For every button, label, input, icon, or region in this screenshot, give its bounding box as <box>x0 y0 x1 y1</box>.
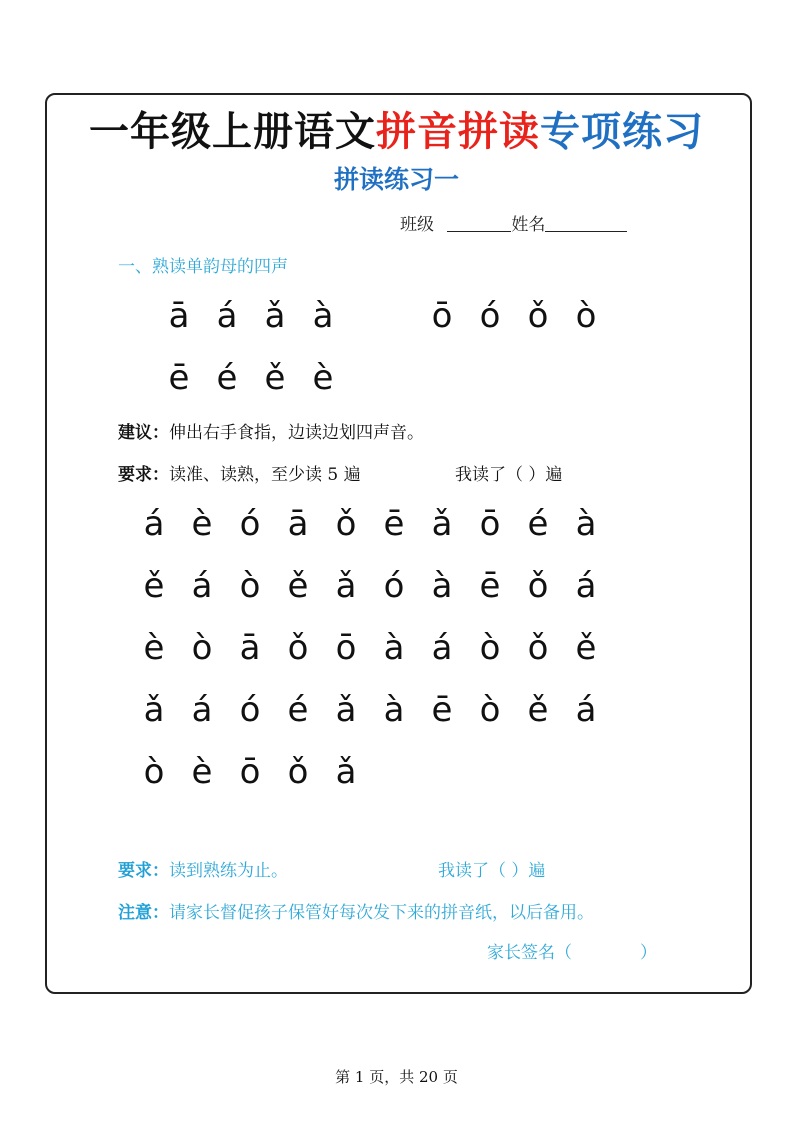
grid-syllable: ā <box>239 628 261 668</box>
grid-syllable: ò <box>143 752 165 792</box>
grid-syllable: ǎ <box>335 690 357 730</box>
practice-grid <box>130 504 630 814</box>
grid-syllable: ā <box>287 504 309 544</box>
tone-syllable: ē <box>168 358 190 398</box>
section-heading: 一、熟读单韵母的四声 <box>118 257 288 277</box>
requirement-label: 要求： <box>118 465 169 485</box>
page-title <box>0 100 793 157</box>
parent-signature[interactable]: 家长签名（ ） <box>487 943 657 963</box>
notice-label: 注意： <box>118 903 169 923</box>
tone-syllable: à <box>312 296 334 336</box>
grid-syllable: ò <box>239 566 261 606</box>
suggestion-text: 伸出右手食指，边读边划四声音。 <box>169 423 424 443</box>
name-label: 姓名 <box>511 215 546 235</box>
title-part-practice: 专项练习 <box>540 108 704 155</box>
title-part-grade: 一年级上册语文 <box>89 108 376 155</box>
suggestion-label: 建议： <box>118 423 169 443</box>
grid-syllable: ó <box>239 690 261 730</box>
notice-line <box>118 898 594 923</box>
grid-syllable: ǒ <box>527 628 549 668</box>
tone-syllable: á <box>216 296 238 336</box>
grid-syllable: é <box>287 690 309 730</box>
grid-syllable: ǒ <box>335 504 357 544</box>
grid-syllable: ē <box>383 504 405 544</box>
grid-syllable: à <box>575 504 597 544</box>
grid-syllable: á <box>191 566 213 606</box>
grid-syllable: à <box>383 628 405 668</box>
title-part-pinyin: 拼音拼读 <box>376 108 540 155</box>
page-subtitle: 拼读练习一 <box>333 165 459 194</box>
grid-syllable: ō <box>239 752 261 792</box>
tones-e-row <box>155 358 355 402</box>
grid-syllable: ě <box>143 566 165 606</box>
tone-syllable: ò <box>575 296 597 336</box>
requirement-text: 读准、读熟，至少读 5 遍 <box>169 465 361 485</box>
grid-syllable: ē <box>479 566 501 606</box>
tones-a-row <box>155 296 355 340</box>
grid-syllable: ē <box>431 690 453 730</box>
grid-syllable: ǎ <box>335 566 357 606</box>
grid-syllable: ǎ <box>335 752 357 792</box>
grid-syllable: ó <box>383 566 405 606</box>
tone-syllable: ǒ <box>527 296 549 336</box>
grid-syllable: á <box>191 690 213 730</box>
grid-syllable: à <box>431 566 453 606</box>
grid-syllable: ě <box>575 628 597 668</box>
notice-text: 请家长督促孩子保管好每次发下来的拼音纸，以后备用。 <box>169 903 594 923</box>
grid-syllable: á <box>143 504 165 544</box>
tone-syllable: è <box>312 358 334 398</box>
requirement-line-1 <box>118 460 361 485</box>
read-count-1: 我读了（ ）遍 <box>455 465 563 485</box>
grid-syllable: ò <box>479 690 501 730</box>
requirement-line-2 <box>118 856 288 881</box>
grid-syllable: á <box>575 566 597 606</box>
grid-syllable: ō <box>335 628 357 668</box>
tone-syllable: ě <box>264 358 286 398</box>
grid-syllable: è <box>191 504 213 544</box>
grid-syllable: ě <box>527 690 549 730</box>
name-blank[interactable] <box>545 215 627 232</box>
student-info <box>400 210 627 235</box>
grid-syllable: à <box>383 690 405 730</box>
tones-o-row <box>418 296 618 340</box>
read-count-2: 我读了（ ）遍 <box>438 861 546 881</box>
tone-syllable: ā <box>168 296 190 336</box>
grid-syllable: ó <box>239 504 261 544</box>
grid-syllable: ě <box>287 566 309 606</box>
grid-syllable: ǎ <box>143 690 165 730</box>
grid-syllable: á <box>431 628 453 668</box>
grid-syllable: ǒ <box>527 566 549 606</box>
class-label: 班级 <box>400 215 434 235</box>
page-footer: 第 1 页，共 20 页 <box>335 1068 458 1086</box>
grid-syllable: ǎ <box>431 504 453 544</box>
grid-syllable: á <box>575 690 597 730</box>
grid-syllable: ǒ <box>287 752 309 792</box>
tone-syllable: ǎ <box>264 296 286 336</box>
grid-syllable: é <box>527 504 549 544</box>
grid-syllable: ǒ <box>287 628 309 668</box>
class-blank[interactable] <box>447 215 511 232</box>
tone-syllable: é <box>216 358 238 398</box>
grid-syllable: ò <box>479 628 501 668</box>
grid-syllable: ō <box>479 504 501 544</box>
suggestion-line <box>118 418 424 443</box>
tone-syllable: ó <box>479 296 501 336</box>
grid-syllable: ò <box>191 628 213 668</box>
requirement2-label: 要求： <box>118 861 169 881</box>
requirement2-text: 读到熟练为止。 <box>169 861 288 881</box>
grid-syllable: è <box>143 628 165 668</box>
tone-syllable: ō <box>431 296 453 336</box>
grid-syllable: è <box>191 752 213 792</box>
